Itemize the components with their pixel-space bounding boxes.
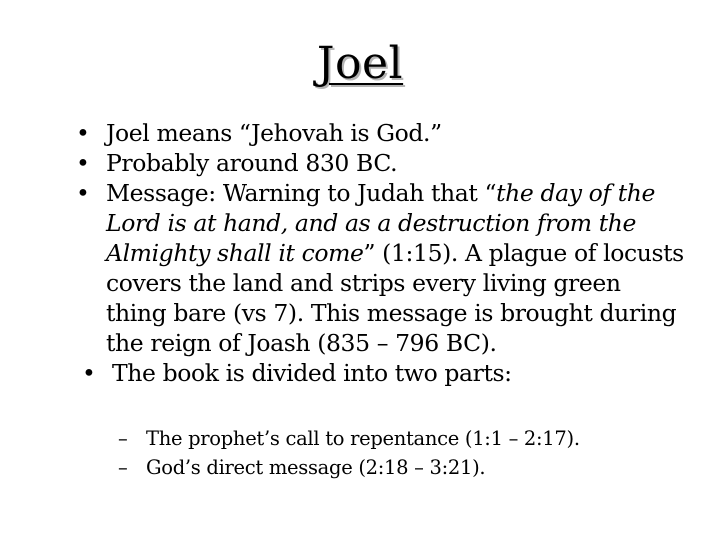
bullet-item-message (76, 178, 686, 358)
bullet-text-prefix: Message: Warning to Judah that “ (106, 179, 497, 207)
bullet-text: Joel means “Jehovah is God.” (106, 119, 442, 147)
bullet-text: The book is divided into two parts: (112, 359, 512, 387)
dash-icon: – (118, 427, 128, 450)
sub-item-repentance (118, 424, 678, 453)
bullet-text-suffix: ” (1:15). A plague of locusts covers the land and strips every living green thing bare (vs 7). This message is brought during the reign of Joash (835 – 796 BC). (106, 239, 684, 357)
bullet-text-quote: the day of the Lord is at hand, and as a destruction from the Almighty shall it come (106, 179, 656, 267)
sub-item-text: God’s direct message (2:18 – 3:21). (146, 456, 486, 479)
slide-title: Joel (316, 38, 404, 89)
sub-item-text: The prophet’s call to repentance (1:1 – 2:17). (146, 427, 580, 450)
bullet-icon: • (76, 179, 90, 207)
bullet-icon: • (82, 359, 96, 387)
bullet-icon: • (76, 149, 90, 177)
dash-icon: – (118, 456, 128, 479)
bullet-item-parts (82, 358, 686, 388)
sub-list (118, 424, 678, 482)
bullet-text: Probably around 830 BC. (106, 149, 398, 177)
bullet-icon: • (76, 119, 90, 147)
bullet-item-date (76, 148, 686, 178)
sub-item-message (118, 453, 678, 482)
bullet-list (76, 118, 686, 388)
bullet-item-meaning (76, 118, 686, 148)
